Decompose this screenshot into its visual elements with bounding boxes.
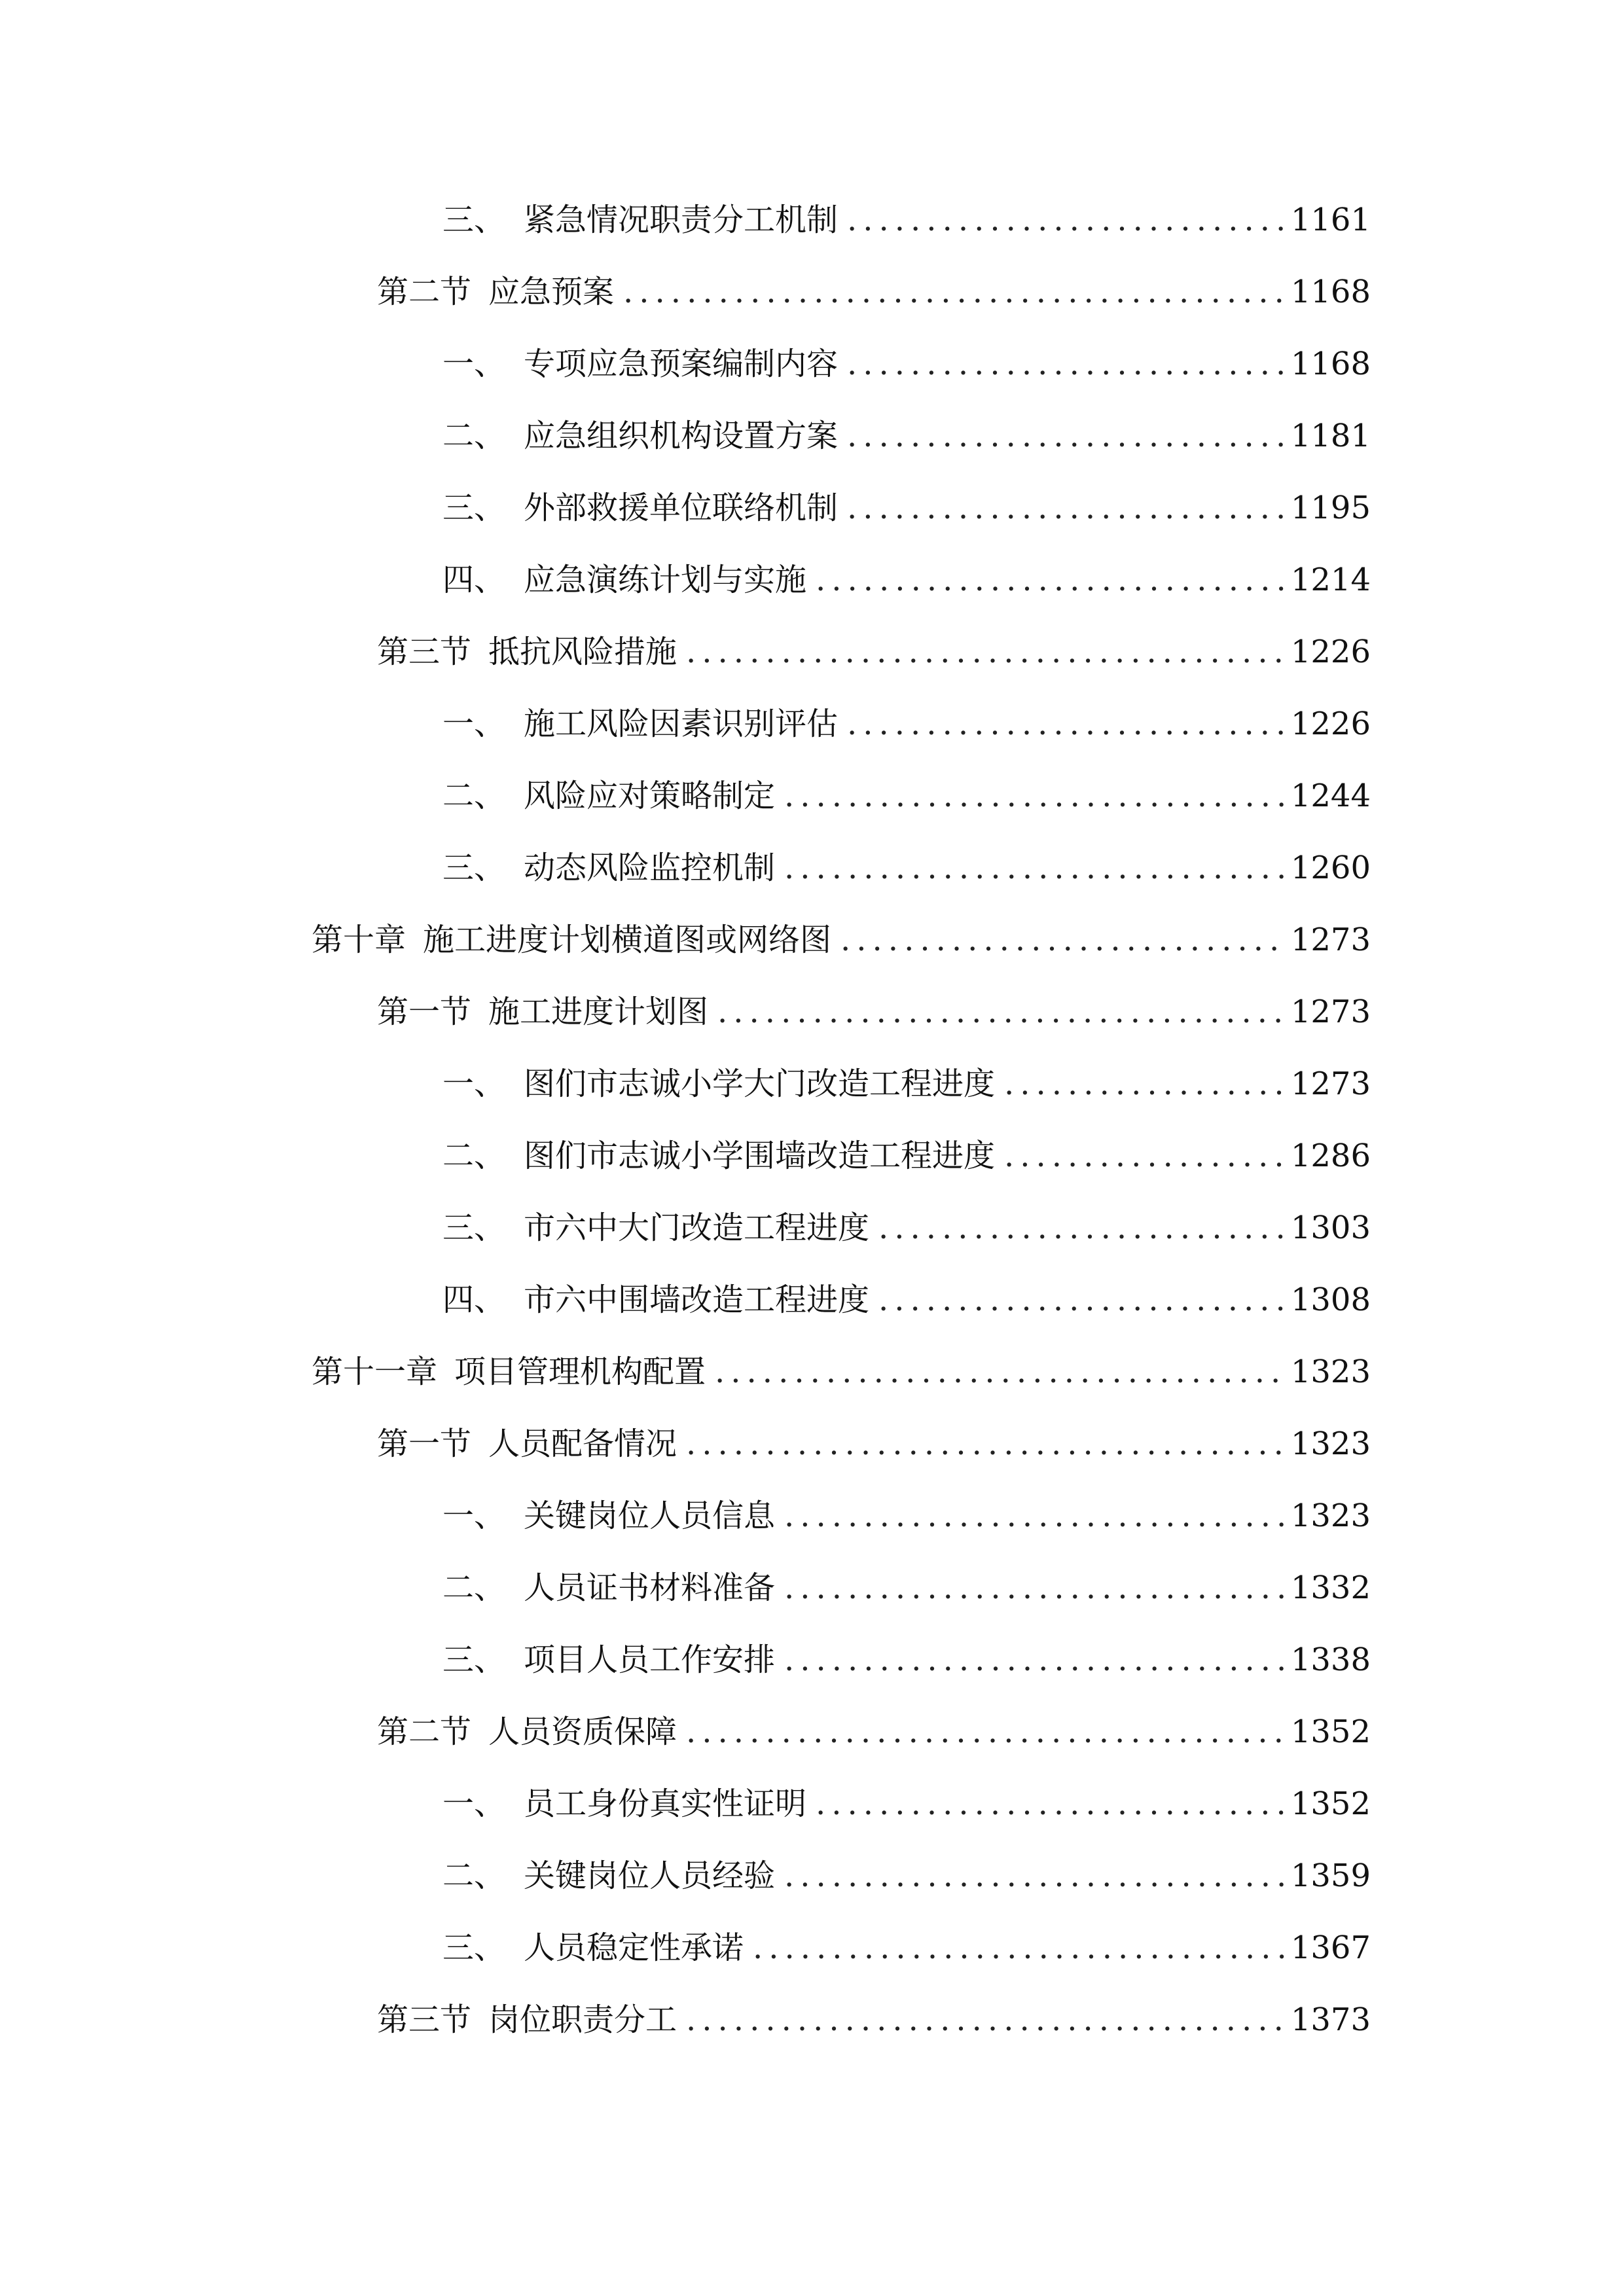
toc-entry-page: 1273	[1290, 922, 1371, 958]
toc-entry-number: 四、	[442, 1282, 506, 1318]
toc-entry-page: 1286	[1290, 1138, 1371, 1174]
dot-leader	[840, 914, 1284, 966]
toc-entry-number: 一、	[442, 1785, 506, 1822]
toc-entry[interactable]	[442, 1274, 1371, 1326]
dot-leader	[686, 1994, 1284, 2046]
toc-entry[interactable]	[442, 482, 1371, 534]
dot-leader	[715, 1346, 1284, 1398]
toc-entry[interactable]	[442, 338, 1371, 390]
toc-entry-title: 图们市志诚小学围墙改造工程进度	[524, 1138, 996, 1174]
toc-entry[interactable]	[312, 914, 1371, 966]
dot-leader	[753, 1922, 1284, 1974]
dot-leader	[1004, 1130, 1284, 1182]
toc-entry-page: 1195	[1290, 490, 1371, 526]
toc-entry[interactable]	[442, 554, 1371, 606]
toc-entry[interactable]	[442, 1634, 1371, 1686]
dot-leader	[784, 1634, 1284, 1686]
toc-entry[interactable]	[377, 626, 1371, 678]
toc-entry-page: 1273	[1290, 994, 1371, 1030]
toc-entry-title: 员工身份真实性证明	[524, 1785, 807, 1822]
toc-entry-number: 二、	[442, 778, 506, 814]
toc-entry[interactable]	[442, 1850, 1371, 1902]
toc-entry[interactable]	[442, 1562, 1371, 1614]
toc-entry-title: 关键岗位人员经验	[524, 1857, 776, 1894]
toc-entry-page: 1323	[1290, 1354, 1371, 1390]
toc-entry-number: 二、	[442, 1138, 506, 1174]
toc-entry-page: 1367	[1290, 1929, 1371, 1966]
toc-entry-number: 三、	[442, 490, 506, 526]
toc-entry-page: 1168	[1290, 346, 1371, 382]
dot-leader	[784, 1562, 1284, 1614]
dot-leader	[847, 338, 1284, 390]
toc-entry-page: 1161	[1290, 202, 1371, 238]
dot-leader	[784, 1850, 1284, 1902]
toc-entry-number: 一、	[442, 346, 506, 382]
toc-entry-title: 紧急情况职责分工机制	[524, 202, 839, 238]
toc-entry-title: 风险应对策略制定	[524, 778, 776, 814]
toc-entry-page: 1181	[1290, 418, 1371, 454]
toc-entry-page: 1226	[1290, 634, 1371, 670]
toc-entry-page: 1226	[1290, 706, 1371, 742]
dot-leader	[816, 554, 1284, 606]
toc-entry-title: 施工进度计划图	[488, 994, 709, 1030]
dot-leader	[686, 626, 1284, 678]
toc-entry-title: 项目管理机构配置	[454, 1354, 706, 1390]
toc-entry-page: 1308	[1290, 1282, 1371, 1318]
toc-entry-number: 二、	[442, 1570, 506, 1606]
dot-leader	[784, 842, 1284, 894]
toc-entry[interactable]	[377, 1994, 1371, 2046]
toc-entry-number: 第三节	[377, 634, 472, 670]
toc-entry[interactable]	[377, 986, 1371, 1038]
toc-entry-number: 二、	[442, 1857, 506, 1894]
toc-entry-page: 1303	[1290, 1210, 1371, 1246]
toc-entry[interactable]	[442, 698, 1371, 750]
toc-entry-page: 1168	[1290, 274, 1371, 310]
toc-entry-number: 四、	[442, 562, 506, 598]
toc-entry-number: 三、	[442, 1210, 506, 1246]
toc-entry-page: 1260	[1290, 850, 1371, 886]
toc-entry-title: 专项应急预案编制内容	[524, 346, 839, 382]
toc-entry-page: 1373	[1290, 2001, 1371, 2038]
dot-leader	[784, 1490, 1284, 1542]
toc-entry[interactable]	[442, 1058, 1371, 1110]
toc-entry-number: 三、	[442, 1641, 506, 1678]
toc-entry[interactable]	[442, 410, 1371, 462]
dot-leader	[847, 698, 1284, 750]
toc-entry-page: 1323	[1290, 1426, 1371, 1462]
toc-entry-number: 第二节	[377, 274, 472, 310]
toc-entry[interactable]	[442, 194, 1371, 246]
dot-leader	[878, 1202, 1284, 1254]
toc-entry-number: 一、	[442, 706, 506, 742]
dot-leader	[878, 1274, 1284, 1326]
toc-entry-number: 一、	[442, 1498, 506, 1534]
toc-entry-page: 1244	[1290, 778, 1371, 814]
toc-entry-title: 人员稳定性承诺	[524, 1929, 744, 1966]
toc-entry-number: 第十一章	[312, 1354, 438, 1390]
toc-entry-title: 外部救援单位联络机制	[524, 490, 839, 526]
toc-entry-page: 1273	[1290, 1066, 1371, 1102]
toc-entry-page: 1214	[1290, 562, 1371, 598]
toc-entry-number: 第三节	[377, 2001, 472, 2038]
dot-leader	[847, 410, 1284, 462]
dot-leader	[1004, 1058, 1284, 1110]
dot-leader	[784, 770, 1284, 822]
toc-entry[interactable]	[442, 1202, 1371, 1254]
dot-leader	[847, 482, 1284, 534]
toc-entry[interactable]	[442, 770, 1371, 822]
toc-entry-title: 动态风险监控机制	[524, 850, 776, 886]
toc-entry[interactable]	[377, 1706, 1371, 1758]
toc-entry-title: 项目人员工作安排	[524, 1641, 776, 1678]
dot-leader	[847, 194, 1284, 246]
toc-entry-title: 施工风险因素识别评估	[524, 706, 839, 742]
toc-entry-page: 1332	[1290, 1570, 1371, 1606]
toc-entry-title: 施工进度计划横道图或网络图	[423, 922, 832, 958]
toc-entry-number: 一、	[442, 1066, 506, 1102]
dot-leader	[816, 1778, 1284, 1830]
toc-entry[interactable]	[377, 266, 1371, 318]
toc-entry[interactable]	[442, 1490, 1371, 1542]
toc-entry-title: 人员资质保障	[488, 1713, 677, 1750]
dot-leader	[686, 1418, 1284, 1470]
toc-entry-title: 岗位职责分工	[488, 2001, 677, 2038]
toc-entry[interactable]	[312, 1346, 1371, 1398]
toc-entry[interactable]	[442, 1778, 1371, 1830]
toc-entry-title: 市六中大门改造工程进度	[524, 1210, 870, 1246]
toc-entry-number: 第一节	[377, 1426, 472, 1462]
toc-entry-number: 三、	[442, 850, 506, 886]
toc-entry[interactable]	[442, 1130, 1371, 1182]
toc-entry-title: 应急预案	[488, 274, 615, 310]
toc-entry-title: 抵抗风险措施	[488, 634, 677, 670]
toc-entry[interactable]	[442, 1922, 1371, 1974]
toc-entry-title: 人员配备情况	[488, 1426, 677, 1462]
toc-entry-number: 二、	[442, 418, 506, 454]
toc-entry-title: 关键岗位人员信息	[524, 1498, 776, 1534]
toc-entry-page: 1359	[1290, 1857, 1371, 1894]
toc-entry-title: 应急组织机构设置方案	[524, 418, 839, 454]
toc-entry-number: 第一节	[377, 994, 472, 1030]
toc-entry[interactable]	[377, 1418, 1371, 1470]
dot-leader	[717, 986, 1284, 1038]
toc-entry-number: 三、	[442, 202, 506, 238]
toc-entry-page: 1352	[1290, 1785, 1371, 1822]
toc-entry-title: 图们市志诚小学大门改造工程进度	[524, 1066, 996, 1102]
toc-entry[interactable]	[442, 842, 1371, 894]
toc-entry-title: 应急演练计划与实施	[524, 562, 807, 598]
dot-leader	[623, 266, 1284, 318]
dot-leader	[686, 1706, 1284, 1758]
toc-entry-number: 三、	[442, 1929, 506, 1966]
toc-entry-title: 人员证书材料准备	[524, 1570, 776, 1606]
toc-entry-number: 第十章	[312, 922, 406, 958]
toc-entry-number: 第二节	[377, 1713, 472, 1750]
toc-entry-page: 1323	[1290, 1498, 1371, 1534]
toc-entry-title: 市六中围墙改造工程进度	[524, 1282, 870, 1318]
toc-entry-page: 1352	[1290, 1713, 1371, 1750]
toc-entry-page: 1338	[1290, 1641, 1371, 1678]
